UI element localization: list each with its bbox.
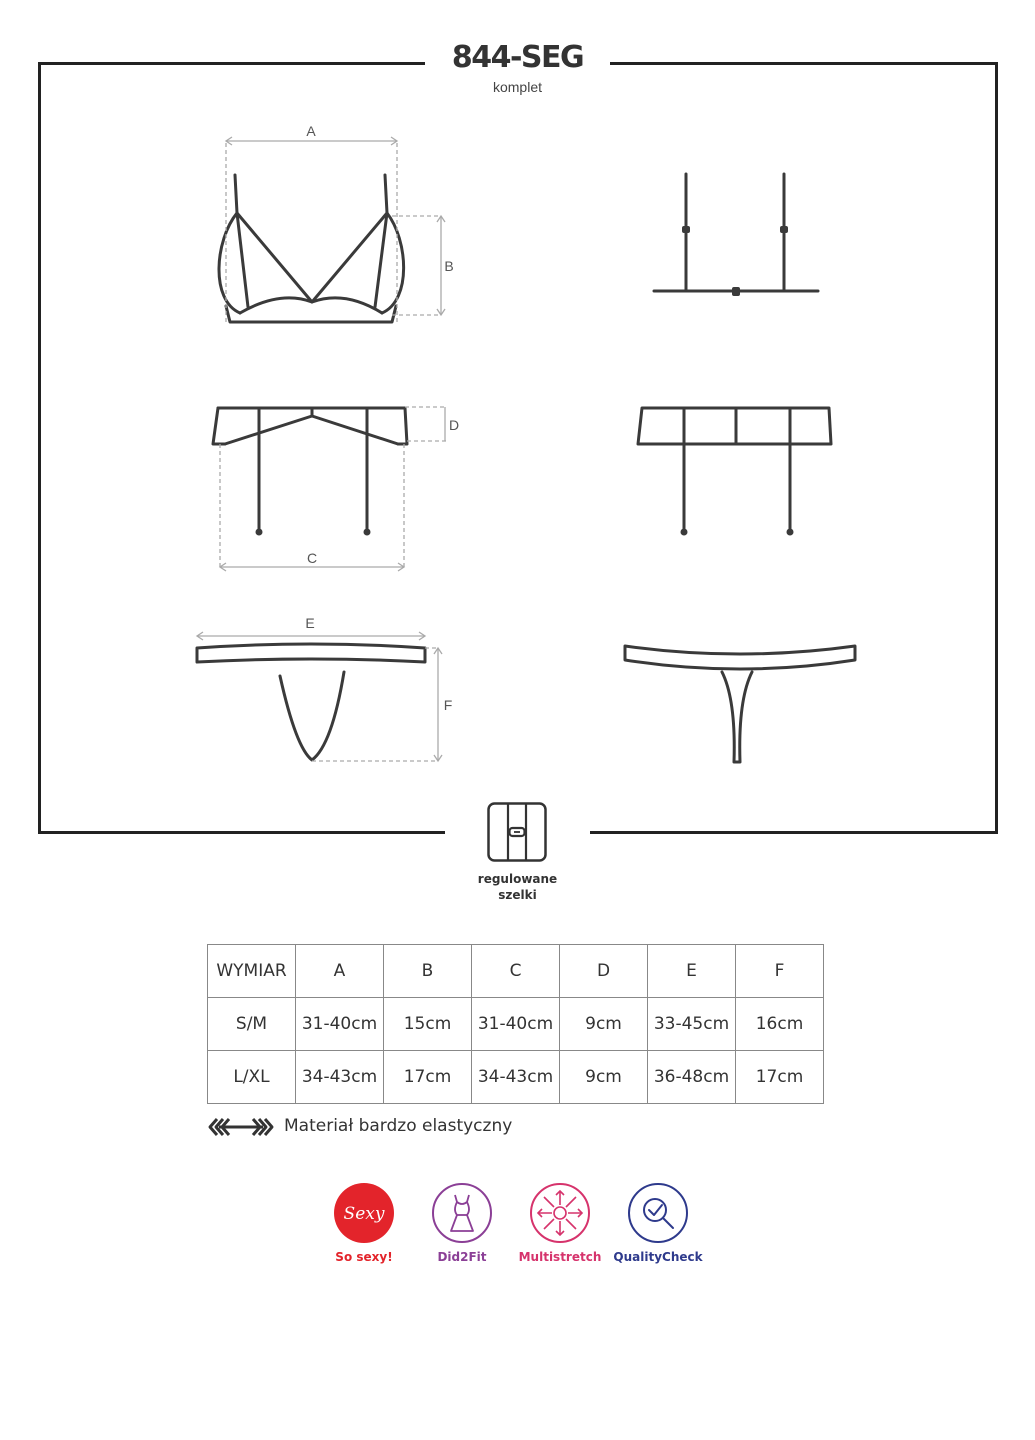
dimension-label-d: D bbox=[448, 417, 460, 433]
size-table-header: E bbox=[648, 945, 736, 998]
size-table-header: F bbox=[736, 945, 824, 998]
size-cell: 33-45cm bbox=[648, 998, 736, 1051]
size-cell: 34-43cm bbox=[472, 1051, 560, 1104]
product-type: komplet bbox=[492, 79, 543, 95]
table-row bbox=[208, 1051, 824, 1104]
bra-back-drawing bbox=[654, 174, 818, 291]
sexy-badge-icon bbox=[333, 1182, 395, 1244]
quality-check-icon bbox=[627, 1182, 689, 1244]
size-cell: 15cm bbox=[384, 998, 472, 1051]
dimension-label-b: B bbox=[444, 258, 454, 274]
size-table bbox=[207, 944, 824, 1104]
sexy-badge-text: Sexy bbox=[343, 1204, 385, 1224]
badge-so-sexy bbox=[314, 1182, 414, 1264]
size-cell: L/XL bbox=[208, 1051, 296, 1104]
dress-fit-icon bbox=[431, 1182, 493, 1244]
dimension-label-f: F bbox=[443, 697, 453, 713]
badge-label-qualitycheck: QualityCheck bbox=[613, 1250, 703, 1264]
product-code: 844-SEG bbox=[451, 40, 584, 75]
bra-front-drawing bbox=[219, 175, 404, 322]
size-table-header-row bbox=[208, 945, 824, 998]
garter-belt-back-drawing bbox=[638, 408, 831, 532]
adjustable-straps-label bbox=[460, 871, 575, 903]
size-cell: 36-48cm bbox=[648, 1051, 736, 1104]
adjustable-strap-icon bbox=[487, 802, 547, 862]
thong-back-drawing bbox=[625, 646, 855, 762]
badge-label-did2fit: Did2Fit bbox=[437, 1250, 487, 1264]
size-table-header: A bbox=[296, 945, 384, 998]
size-cell: 17cm bbox=[736, 1051, 824, 1104]
size-table-header: WYMIAR bbox=[208, 945, 296, 998]
adjustable-straps-line2: szelki bbox=[498, 888, 537, 902]
stretch-arrows-icon bbox=[207, 1115, 275, 1139]
badge-multistretch bbox=[510, 1182, 610, 1264]
material-text: Materiał bardzo elastyczny bbox=[284, 1116, 513, 1136]
size-cell: S/M bbox=[208, 998, 296, 1051]
size-cell: 34-43cm bbox=[296, 1051, 384, 1104]
size-cell: 17cm bbox=[384, 1051, 472, 1104]
multistretch-icon bbox=[529, 1182, 591, 1244]
thong-front-drawing bbox=[197, 644, 425, 760]
dimension-label-e: E bbox=[305, 615, 315, 631]
size-cell: 9cm bbox=[560, 998, 648, 1051]
frame-bottom-left bbox=[38, 831, 445, 834]
size-table-header: C bbox=[472, 945, 560, 998]
size-table-header: D bbox=[560, 945, 648, 998]
size-cell: 9cm bbox=[560, 1051, 648, 1104]
adjustable-straps-line1: regulowane bbox=[477, 872, 558, 886]
badge-label-so-sexy: So sexy! bbox=[335, 1250, 393, 1264]
dimension-label-a: A bbox=[306, 123, 316, 139]
size-table-header: B bbox=[384, 945, 472, 998]
badge-label-multistretch: Multistretch bbox=[518, 1250, 602, 1264]
size-cell: 31-40cm bbox=[472, 998, 560, 1051]
badge-qualitycheck bbox=[608, 1182, 708, 1264]
table-row bbox=[208, 998, 824, 1051]
size-cell: 16cm bbox=[736, 998, 824, 1051]
size-cell: 31-40cm bbox=[296, 998, 384, 1051]
dimension-label-c: C bbox=[306, 550, 318, 566]
frame-bottom-right bbox=[590, 831, 998, 834]
garter-belt-front-drawing bbox=[213, 408, 407, 532]
badge-did2fit bbox=[412, 1182, 512, 1264]
